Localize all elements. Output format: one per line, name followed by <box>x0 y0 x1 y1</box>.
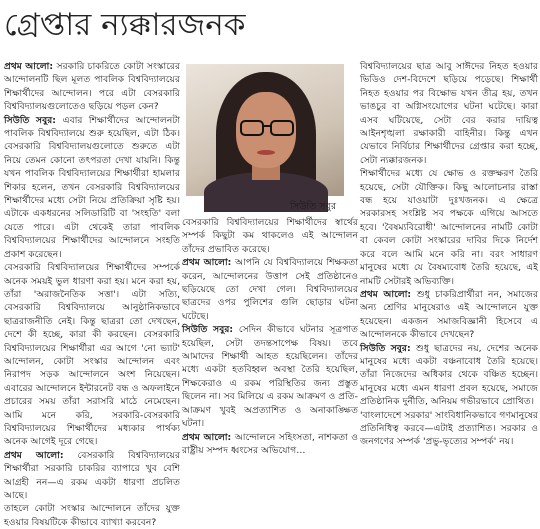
paragraph-text: শুধু চাকরিপ্রার্থীরা নন, সমাজের অন্য শ্রেণির মানুষেরাও এই আন্দোলনে যুক্ত হয়েছেন। একজন সমাজবিজ্ঞানী হিসেবে এ আন্দোলনকে কীভাবে দেখছেন? <box>360 288 538 341</box>
article-paragraph <box>360 167 538 288</box>
speaker-label: সিউতি সবুর: <box>182 324 239 336</box>
paragraph-text: শুধু ছাত্রদের নয়, দেশের অনেক মানুষের মধ্যে একটা বঞ্চনাবোধ তৈরি হয়েছে। তাঁরা নিজেদের অধিকার থেকে বঞ্চিত হচ্ছেন। মানুষের মধ্যে এমন ধারণা প্রবল হয়েছে, সমাজে প্রতিষ্ঠানিক দুর্নীতি, অনিয়ম গভীরভাবে প্রোথিত। <box>360 342 538 408</box>
paragraph-text: তাহলে কোটা সংস্কার আন্দোলনে তাঁদের যুক্ত হওয়ার বিষয়টিকে কীভাবে ব্যাখ্যা করবেন? <box>4 503 180 528</box>
article-paragraph <box>360 60 538 167</box>
article-column-3 <box>360 60 538 448</box>
interviewee-photo <box>186 64 344 196</box>
article-paragraph <box>4 114 180 261</box>
article-paragraph <box>4 60 180 114</box>
eyeglasses-icon <box>240 120 264 136</box>
paragraph-text: সরকারি চাকরিতে কোটা সংস্কারের আন্দোলনটি ছিল মূলত পাবলিক বিশ্ববিদ্যালয়ের শিক্ষার্থীদের আন্দোলন। পরে এটা বেসরকারি বিশ্ববিদ্যালয়গুলোতেও ছড়িয়ে পড়ল কেন? <box>4 61 180 113</box>
article-paragraph <box>182 323 358 430</box>
paragraph-text: সেদিন কীভাবে ঘটনার সূত্রপাত হয়েছিল, সেটা তদন্তসাপেক্ষ বিষয়। তবে আমাদের শিক্ষার্থী আহত হয়েছিলেন। তাঁদের মধ্যে একটা হতবিহ্বল অবস্থা তৈরি হয়েছিল, শিক্ষকেরাও এ রকম পরিস্থিতির জন্য প্রস্তুত ছিলেন না। সব মিলিয়ে এ রকম আক্রমণ ও প্রতি-আক্রমণ খুবই অপ্রত্যাশিত ও অনাকাঙ্ক্ষিত ঘটনা। <box>182 324 358 430</box>
paragraph-text: বেসরকারি বিশ্ববিদ্যালয়ের শিক্ষার্থীদের স্বার্থের সম্পর্ক কিছুটা কম থাকলেও এই আন্দোলন তাঁদের প্রভাবিত করেছে। <box>182 217 358 255</box>
paragraph-text: আপনি যে বিশ্ববিদ্যালয়ে শিক্ষকতা করেন, আন্দোলনের উত্তাপ সেই প্রতিষ্ঠানেও ছড়িয়েছে তো দেখা গেল। বিশ্ববিদ্যালয়ের ছাত্রদের ওপর পুলিশের গুলি ছোড়ার ঘটনা ঘটেছে। <box>182 257 358 322</box>
speaker-label: সিউতি সবুর: <box>4 114 63 126</box>
paragraph-text: আন্দোলনে সহিংসতা, নাশকতা ও রাষ্ট্রীয় সম্পদ ধ্বংসের অভিযোগ… <box>182 431 358 456</box>
article-paragraph <box>182 216 358 256</box>
article-paragraph <box>182 256 358 323</box>
photo-caption: সিউতি সবুর <box>290 201 337 212</box>
article-paragraph <box>360 409 538 449</box>
speaker-label: প্রথম আলো: <box>182 257 236 269</box>
article-paragraph <box>4 449 180 503</box>
article-paragraph <box>360 342 538 409</box>
speaker-label: প্রথম আলো: <box>360 288 417 300</box>
eyeglasses-bridge <box>263 125 271 127</box>
article-column-1 <box>4 60 181 528</box>
article-headline: গ্রেপ্তার ন্যক্কারজনক <box>4 7 246 43</box>
paragraph-text: এবার শিক্ষার্থীদের আন্দোলনটা পাবলিক বিশ্ববিদ্যালয়ে শুরু হয়েছিল, এটা ঠিক। বেসরকারি বিশ্ববিদ্যালয়গুলোতে শুরুতে এটা নিয়ে তেমন কোনো তৎপরতা দেখা যায়নি। কিন্তু যখন পাবলিক বিশ্ববিদ্যালয়ের শিক্ষার্থীরা হামলার শিকার হলেন, তখন বেসরকারি বিশ্ববিদ্যালয়ের শিক্ষার্থীদের মধ্যে সেটা নিয়ে প্রতিক্রিয়া সৃষ্টি হয়। এটাকে একধরনের সলিডারিটি বা 'সংহতি' বলা যেতে পারে। এটা থেকেই তারা পাবলিক বিশ্ববিদ্যালয়ের শিক্ষার্থীদের আন্দোলনে সংহতি প্রকাশ করেছেন। <box>4 114 180 260</box>
speaker-label: প্রথম আলো: <box>182 431 235 443</box>
article-paragraph <box>182 431 358 458</box>
speaker-label: প্রথম আলো: <box>4 449 78 461</box>
article-paragraph <box>4 502 180 529</box>
eyeglasses-icon <box>270 120 294 136</box>
article-column-2 <box>182 216 358 456</box>
article-paragraph <box>4 261 180 449</box>
speaker-label: প্রথম আলো: <box>4 61 57 72</box>
paragraph-text: বেসরকারি বিশ্ববিদ্যালয়ের শিক্ষার্থীদের সম্পর্কে অনেক সময়ই ভুল ধারণা করা হয়। মনে করা হয়, তাঁরা 'অরাজনৈতিক সত্তা'। এটা সত্যি, বেসরকারি বিশ্ববিদ্যালয়ে আনুষ্ঠানিকভাবে ছাত্ররাজনীতি নেই। কিন্তু ছাত্ররা তো দেখছেন, দেশে কী হচ্ছে, কারা কী করছেন। বেসরকারি বিশ্ববিদ্যালয়ের শিক্ষার্থীরা এর আগে 'নো ভ্যাট' আন্দোলন, কোটা সংস্কার আন্দোলন এবং নিরাপদ সড়ক আন্দোলনে অংশ নিয়েছেন। এবারের আন্দোলনে ইন্টারনেট বন্ধ ও অফলাইনে প্রচারের সময় তাঁরা সরাসরি মাঠে নেমেছেন। আমি মনে করি, সরকারি-বেসরকারি বিশ্ববিদ্যালয়ের শিক্ষার্থীদের মধ্যকার পার্থক্য অনেক আগেই দূরে গেছে। <box>4 262 180 448</box>
speaker-label: সিউতি সবুর: <box>360 342 416 354</box>
paragraph-text: বিশ্ববিদ্যালয়ের ছাত্র আবু সাঈদের নিহত হওয়ার ভিডিও দেশ-বিদেশে ছড়িয়ে পড়েছে। শিক্ষার্থী নিহত হওয়ার পর বিক্ষোভ যখন তীব্র হয়, তখন ভাঙচুর বা অগ্নিসংযোগের ঘটনা ঘটেছে। কারা এসব ঘটিয়েছে, সেটা বের করার দায়িত্ব আইনশৃঙ্খলা রক্ষাকারী বাহিনীর। কিন্তু এখন যেভাবে নির্বিচার শিক্ষার্থীদের গ্রেপ্তার করা হচ্ছে, সেটা ন্যক্কারজনক। <box>360 61 538 166</box>
paragraph-text: শিক্ষার্থীদের মধ্যে যে ক্ষোভ ও রক্তক্ষরণ তৈরি হয়েছে, সেটা যৌক্তিক। কিছু আলোচনার রাস্তা বন্ধ হয়ে যাওয়াটা দুঃখজনক। এ ক্ষেত্রে সরকারসহ সংশ্লিষ্ট সব পক্ষকে এগিয়ে আসতে হবে। 'বৈষম্যবিরোধী' আন্দোলনের নামটি কোটা বা কেবল কোটা সংস্কারের দাবির দিকে নির্দেশ করে বলে আমি মনে করি না। বরং সাধারণ মানুষের মধ্যে যে বৈষম্যবোধ তৈরি হয়েছে, এই নামটি সেটারই অভিব্যক্তি। <box>360 168 538 287</box>
article-paragraph <box>360 288 538 342</box>
photo-lips <box>257 150 275 155</box>
paragraph-text: 'বাংলাদেশে সরকার' সাংবিধানিকভাবে গণমানুষের প্রতিনিধিত্ব করবে—এটাই প্রত্যাশিত। সরকার ও জনগণের সম্পর্ক 'প্রভু-ভৃত্যের সম্পর্ক' নয়। <box>360 409 538 448</box>
paragraph-text: বেসরকারি বিশ্ববিদ্যালয়ের শিক্ষার্থীরা সরকারি চাকরির ব্যাপারে খুব বেশি আগ্রহী নন—এ রকম একটা ধারণা প্রচলিত আছে। <box>4 449 181 501</box>
